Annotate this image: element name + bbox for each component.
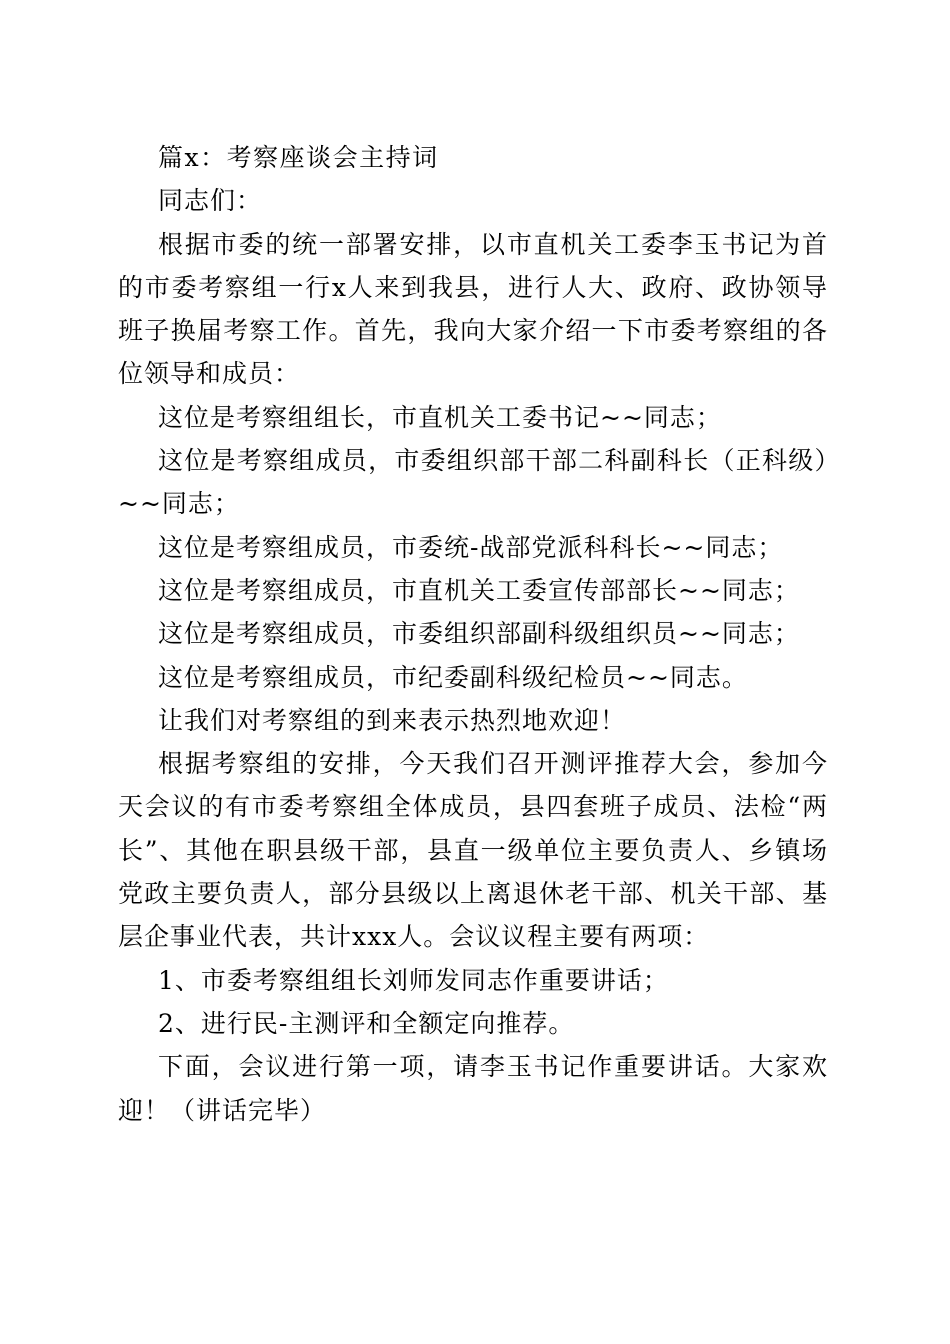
agenda-item-2: 2、进行民-主测评和全额定向推荐。 <box>158 1008 575 1038</box>
paragraph-member-1: 这位是考察组组长，市直机关工委书记~~同志； <box>158 402 722 432</box>
paragraph-member-4: 这位是考察组成员，市直机关工委宣传部部长~~同志； <box>158 575 800 605</box>
document-page <box>118 136 828 1132</box>
paragraph-member-3: 这位是考察组成员，市委统-战部党派科科长~~同志； <box>158 532 784 562</box>
paragraph-intro: 根据市委的统一部署安排，以市直机关工委李玉书记为首的市委考察组一行x人来到我县，进行人大、政府、政协领导班子换届考察工作。首先，我向大家介绍一下市委考察组的各位领导和成员： <box>118 229 828 389</box>
paragraph-meeting-info: 根据考察组的安排，今天我们召开测评推荐大会，参加今天会议的有市委考察组全体成员，县四套班子成员、法检“两长”、其他在职县级干部，县直一级单位主要负责人、乡镇场党政主要负责人，部分县级以上离退休老干部、机关干部、基层企事业代表，共计xxx人。会议议程主要有两项： <box>118 749 828 952</box>
paragraph-member-6: 这位是考察组成员，市纪委副科级纪检员~~同志。 <box>158 662 748 692</box>
document-title: 篇x：考察座谈会主持词 <box>158 143 439 172</box>
paragraph-member-5: 这位是考察组成员，市委组织部副科级组织员~~同志； <box>158 619 800 649</box>
agenda-item-1: 1、市委考察组组长刘师发同志作重要讲话； <box>158 965 669 995</box>
salutation: 同志们： <box>158 186 263 216</box>
paragraph-closing: 下面，会议进行第一项，请李玉书记作重要讲话。大家欢迎！（讲话完毕） <box>118 1052 828 1125</box>
paragraph-member-2: 这位是考察组成员，市委组织部干部二科副科长（正科级）~~同志； <box>118 446 828 519</box>
paragraph-welcome: 让我们对考察组的到来表示热烈地欢迎！ <box>158 705 627 735</box>
